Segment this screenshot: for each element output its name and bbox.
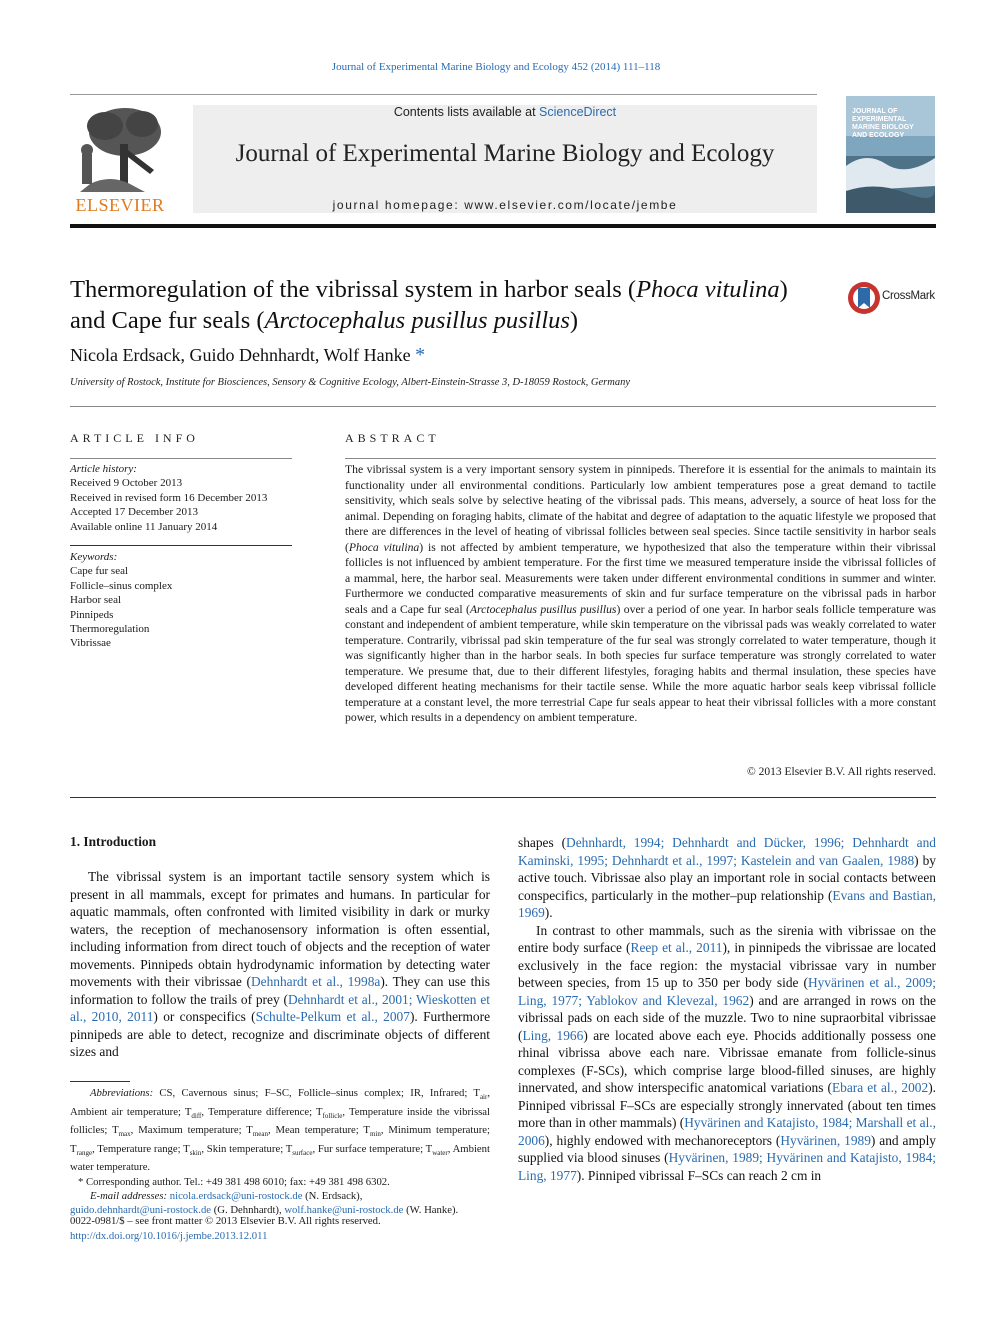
citation-link[interactable]: Ling, 1966 — [522, 1027, 584, 1043]
crossmark-badge[interactable] — [846, 280, 936, 316]
header-rule — [70, 94, 817, 95]
journal-homepage — [193, 198, 817, 212]
keyword: Follicle–sinus complex — [70, 579, 173, 592]
crossmark-icon — [846, 280, 882, 316]
intro-left-column — [70, 868, 490, 1061]
email-link[interactable]: wolf.hanke@uni-rostock.de — [284, 1204, 404, 1217]
text: ) are located above each eye. Phocids additionally possess one rhinal vibrissa above each nare. Vibrissae emanate from follicle-sinus complexes (F-SCs), which comprise large blood-filled sinuses, are highly innervated, and show interspecific anatomical variations ( — [518, 1027, 936, 1095]
text: ), highly endowed with mechanoreceptors ( — [544, 1132, 781, 1148]
title-part: Thermoregulation of the vibrissal system in harbor seals ( — [70, 276, 637, 303]
divider — [345, 458, 936, 459]
front-matter-info — [70, 1214, 381, 1244]
title-part: ) — [569, 307, 579, 334]
email-link[interactable]: guido.dehnhardt@uni-rostock.de — [70, 1204, 212, 1217]
authors-text: Nicola Erdsack, Guido Dehnhardt, Wolf Hanke — [70, 345, 411, 365]
homepage-url[interactable]: www.elsevier.com/locate/jembe — [464, 198, 678, 212]
email-name: (N. Erdsack), — [302, 1190, 363, 1202]
divider — [70, 406, 936, 407]
corresponding-footnote: * Corresponding author. Tel.: +49 381 498 6010; fax: +49 381 498 6302. — [78, 1175, 390, 1188]
abstract-species: Arctocephalus pusillus pusillus — [469, 602, 617, 616]
abstract-part: The vibrissal system is a very important sensory system in pinnipeds. Therefore it is essential for the animals to maintain its functionality under all environmental conditions. Particularly low ambient temperatures pose a great demand to tactile sensitivity, which seals solve by selective heating of the vibrissal pads. This means, adversely, a source of heat loss for the animal. Depending on foraging habits, climate of the habitat and degree of adaptation to the aquatic lifestyle we proposed that there are differences in the level of heating of vibrissal follicles between seal species. Since tactile sensitivity in harbor seals ( — [345, 463, 936, 554]
title-species-2: Arctocephalus pusillus pusillus — [264, 307, 570, 334]
issn-line: 0022-0981/$ – see front matter © 2013 Elsevier B.V. All rights reserved. — [70, 1215, 381, 1227]
email-link[interactable]: nicola.erdsack@uni-rostock.de — [169, 1190, 303, 1202]
abstract-part: ) is not affected by ambient temperature, we hypothesized that also the temperature within their vibrissal follicles is not influenced by ambient temperature. For the first time we measured temperature inside the vibrissal follicles of a mammal, here, the harbor seal. Measurements were taken under different environmental conditions in summer and winter. Furthermore we conducted comparative measurements of skin and fur surface temperature on the vibrissal pads in harbor seals and a Cape fur seal ( — [345, 540, 936, 616]
text: ). Pinniped vibrissal F–SCs can reach 2 cm in — [576, 1167, 822, 1183]
text: ). Furthermore pinnipeds are able to detect, recognize and discriminate objects of different sizes and — [70, 1009, 491, 1059]
divider — [70, 545, 292, 546]
abbreviations-footnote: Abbreviations: CS, Cavernous sinus; F–SC, Follicle–sinus complex; IR, Infrared; $T_{air}$, Ambient air temperature; $T_{diff}$, Temperature difference; $T_{follicle}$, Temperature inside the vibrissal follicles; $T_{max}$, Maximum temperature; $T_{mean}$, Mean temperature; $T_{min}$, Minimum temperature; $T_{range}$, Temperature range; $T_{skin}$, Skin temperature; $T_{surface}$, Fur surface temperature; $T_{water}$, Ambient water temperature. — [70, 1087, 491, 1174]
abstract-species: Phoca vitulina — [348, 540, 420, 554]
title-species-1: Phoca vitulina — [636, 276, 780, 303]
citation-link[interactable]: Evans and Bastian, 1969 — [518, 887, 936, 920]
title-part: ) — [779, 276, 788, 303]
text: ), in pinnipeds the vibrissae are located exclusively in the face region: the mystacial vibrissae vary in number between species, from 15 up to 350 per body side ( — [518, 940, 936, 990]
abstract-heading: ABSTRACT — [345, 431, 440, 445]
keyword: Pinnipeds — [70, 608, 114, 621]
text: ) or conspecifics ( — [153, 1009, 256, 1024]
homepage-prefix: journal homepage: — [332, 198, 465, 212]
text: ). Pinniped vibrissal F–SCs are especially strongly innervated (about ten times more than in other mammals) ( — [518, 1080, 936, 1130]
email-label: E-mail addresses: — [90, 1190, 168, 1202]
divider — [70, 458, 292, 459]
intro-paragraph — [518, 834, 936, 922]
history-item: Received 9 October 2013 — [70, 477, 183, 490]
abstract-copyright: © 2013 Elsevier B.V. All rights reserved. — [747, 766, 936, 778]
divider — [70, 797, 936, 798]
article-title — [70, 274, 810, 336]
header-thick-rule — [70, 224, 936, 228]
footnote-rule — [70, 1081, 130, 1082]
history-item: Received in revised form 16 December 2013 — [70, 491, 268, 504]
citation-link[interactable]: Hyvärinen, 1989 — [780, 1132, 871, 1148]
intro-paragraph — [70, 868, 490, 1061]
keyword: Harbor seal — [70, 594, 122, 607]
corr-text: Corresponding author. Tel.: +49 381 498 6010; fax: +49 381 498 6302. — [86, 1175, 390, 1188]
keyword: Thermoregulation — [70, 623, 150, 636]
history-label: Article history: — [70, 463, 137, 475]
text: ). They can use this information to follow the trails of prey ( — [70, 974, 490, 1007]
email-name: (W. Hanke). — [403, 1204, 459, 1217]
footnotes — [70, 1086, 490, 1218]
abstract-text — [345, 462, 936, 726]
keywords — [70, 550, 292, 651]
cover-title: JOURNAL OF EXPERIMENTAL MARINE BIOLOGY AND ECOLOGY — [852, 108, 914, 139]
citation-link[interactable]: Hyvärinen et al., 2009; Ling, 1977; Yablokov and Klevezal, 1962 — [518, 975, 937, 1008]
contents-line — [193, 105, 817, 119]
author-list — [70, 344, 425, 367]
crossmark-label: CrossMark — [882, 290, 935, 302]
text: shapes ( — [518, 835, 567, 850]
intro-right-column — [518, 834, 936, 1184]
citation-link[interactable]: Hyvärinen and Katajisto, 1984; Marshall et al., 2006 — [518, 1115, 936, 1148]
text: In contrast to other mammals, such as the sirenia with vibrissae on the entire body surface ( — [518, 922, 936, 955]
history-item: Accepted 17 December 2013 — [70, 506, 198, 519]
sciencedirect-link[interactable]: ScienceDirect — [539, 105, 617, 119]
citation-link[interactable]: Hyvärinen, 1989; Hyvärinen and Katajisto, 1984; Ling, 1977 — [518, 1150, 937, 1183]
text: The vibrissal system is an important tactile sensory system which is present in all mammals, except for primates and humans. In particular for aquatic mammals, often confronted with limited visibility in dark or murky waters, the reception of mechanosensory information is often essential, including information from direct touch of objects and the reception of water movements. Pinnipeds obtain hydrodynamic information by detecting water movements with their vibrissae ( — [70, 869, 490, 989]
citation-link[interactable]: Dehnhardt, 1994; Dehnhardt and Dücker, 1996; Dehnhardt and Kaminski, 1995; Dehnhardt et al., 1997; Kastelein and van Gaalen, 1988 — [518, 835, 936, 868]
intro-paragraph — [518, 922, 936, 1185]
intro-heading: 1. Introduction — [70, 834, 157, 849]
journal-cover-thumbnail — [846, 96, 935, 213]
keyword: Vibrissae — [70, 637, 111, 650]
email-name: (G. Dehnhardt), — [211, 1204, 285, 1217]
text: ) by active touch. Vibrissae also play an important role in social contacts between conspecifics, particularly in the mother–pup relationship ( — [518, 852, 936, 903]
elsevier-wordmark: ELSEVIER — [75, 195, 165, 215]
affiliation: University of Rostock, Institute for Biosciences, Sensory & Cognitive Ecology, Albert-Einstein-Strasse 3, D-18059 Rostock, Germany — [70, 377, 630, 388]
abbr-text: CS, Cavernous sinus; F–SC, Follicle–sinus complex; IR, Infrared; T — [153, 1087, 480, 1099]
keywords-label: Keywords: — [70, 551, 118, 563]
abstract-part: ) over a period of one year. In harbor seals follicle temperature was constant and independent of ambient temperature, while skin temperature on the vibrissal pads was weakly correlated to water temperature. Contrarily, vibrissal pad skin temperature of the fur seal was strongly correlated to water temperature, though it was significantly higher than in the harbor seals. In both species fur surface temperature was strongly correlated to water temperature. We presume that, due to their different lifestyles, foraging habits and thermal insulation, these species have developed different heating mechanisms for their tactile sense. While the more aquatic harbor seals keep vibrissal follicle temperature at a constant level, the more terrestrial Cape fur seals appear to heat their vibrissal follicles with a more constant power, which results in a dependency on ambient temperature. — [345, 602, 936, 724]
doi-link[interactable]: http://dx.doi.org/10.1016/j.jembe.2013.12.011 — [70, 1230, 268, 1242]
citation-link[interactable]: Dehnhardt et al., 1998a — [250, 974, 381, 989]
corresponding-author-mark[interactable]: * — [415, 344, 426, 366]
contents-prefix: Contents lists available at — [393, 105, 540, 119]
citation-link[interactable]: Dehnhardt et al., 2001; Wieskotten et al., 2010, 2011 — [70, 991, 490, 1024]
article-info-heading: ARTICLE INFO — [70, 431, 199, 445]
title-part: and Cape fur seals ( — [70, 307, 265, 334]
journal-name: Journal of Experimental Marine Biology and Ecology — [235, 140, 775, 167]
text: ). — [544, 905, 553, 920]
citation-link[interactable]: Reep et al., 2011 — [630, 940, 723, 955]
journal-citation[interactable]: Journal of Experimental Marine Biology and Ecology 452 (2014) 111–118 — [331, 61, 661, 73]
text: ) and amply supplied via blood sinuses ( — [518, 1132, 936, 1165]
text: ) and are arranged in rows on the vibrissal pads on each side of the muzzle. Two to nine supraorbital vibrissae ( — [518, 992, 936, 1043]
keyword: Cape fur seal — [70, 565, 129, 578]
abbr-label: Abbreviations: — [90, 1087, 154, 1099]
article-info — [70, 462, 292, 534]
history-item: Available online 11 January 2014 — [70, 520, 218, 533]
citation-link[interactable]: Ebara et al., 2002 — [831, 1080, 929, 1095]
citation-link[interactable]: Schulte-Pelkum et al., 2007 — [255, 1009, 410, 1024]
